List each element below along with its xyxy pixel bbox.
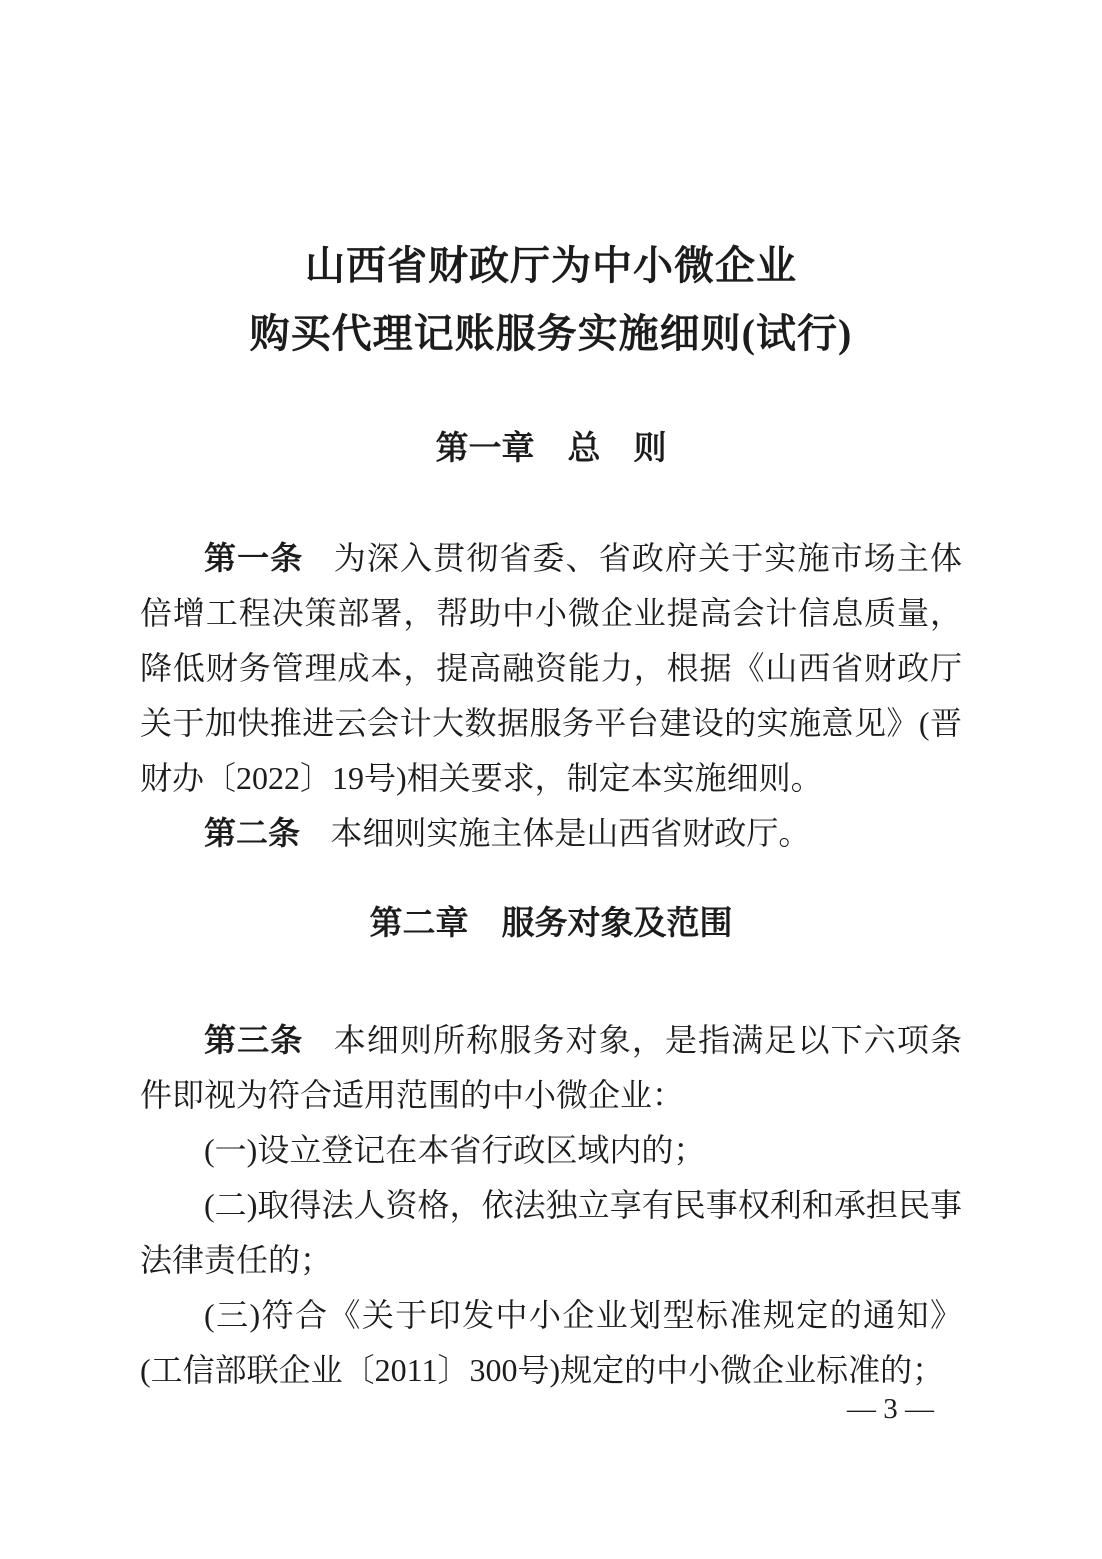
document-title-line1: 山西省财政厅为中小微企业 (305, 243, 797, 288)
article-2-text: 本细则实施主体是山西省财政厅。 (330, 815, 811, 851)
article-1-text: 为深入贯彻省委、省政府关于实施市场主体倍增工程决策部署，帮助中小微企业提高会计信息质量，降低财务管理成本，提高融资能力，根据《山西省财政厅关于加快推进云会计大数据服务平台建设的实施意见》(晋财办〔2022〕19号)相关要求，制定本实施细则。 (140, 540, 962, 796)
article-3-text: 本细则所称服务对象，是指满足以下六项条件即视为符合适用范围的中小微企业： (140, 1022, 962, 1113)
article-3-label: 第三条 (204, 1022, 304, 1058)
list-item-3: (三)符合《关于印发中小企业划型标准规定的通知》(工信部联企业〔2011〕300号)规定的中小微企业标准的； (140, 1297, 962, 1388)
list-item-1: (一)设立登记在本省行政区域内的； (204, 1132, 706, 1168)
page-number: — 3 — (847, 1393, 934, 1425)
document-title-line2: 购买代理记账服务实施细则(试行) (249, 311, 853, 356)
chapter2-heading: 第二章 服务对象及范围 (369, 904, 733, 941)
article-2 (140, 806, 962, 861)
chapter1-heading: 第一章 总 则 (435, 429, 667, 466)
list-item-2: (二)取得法人资格，依法独立享有民事权利和承担民事法律责任的； (140, 1187, 962, 1278)
article-3 (140, 1013, 962, 1123)
article-2-label: 第二条 (204, 815, 301, 851)
article-1-label: 第一条 (204, 540, 304, 576)
article-1 (140, 531, 962, 806)
document-title (140, 0, 962, 368)
